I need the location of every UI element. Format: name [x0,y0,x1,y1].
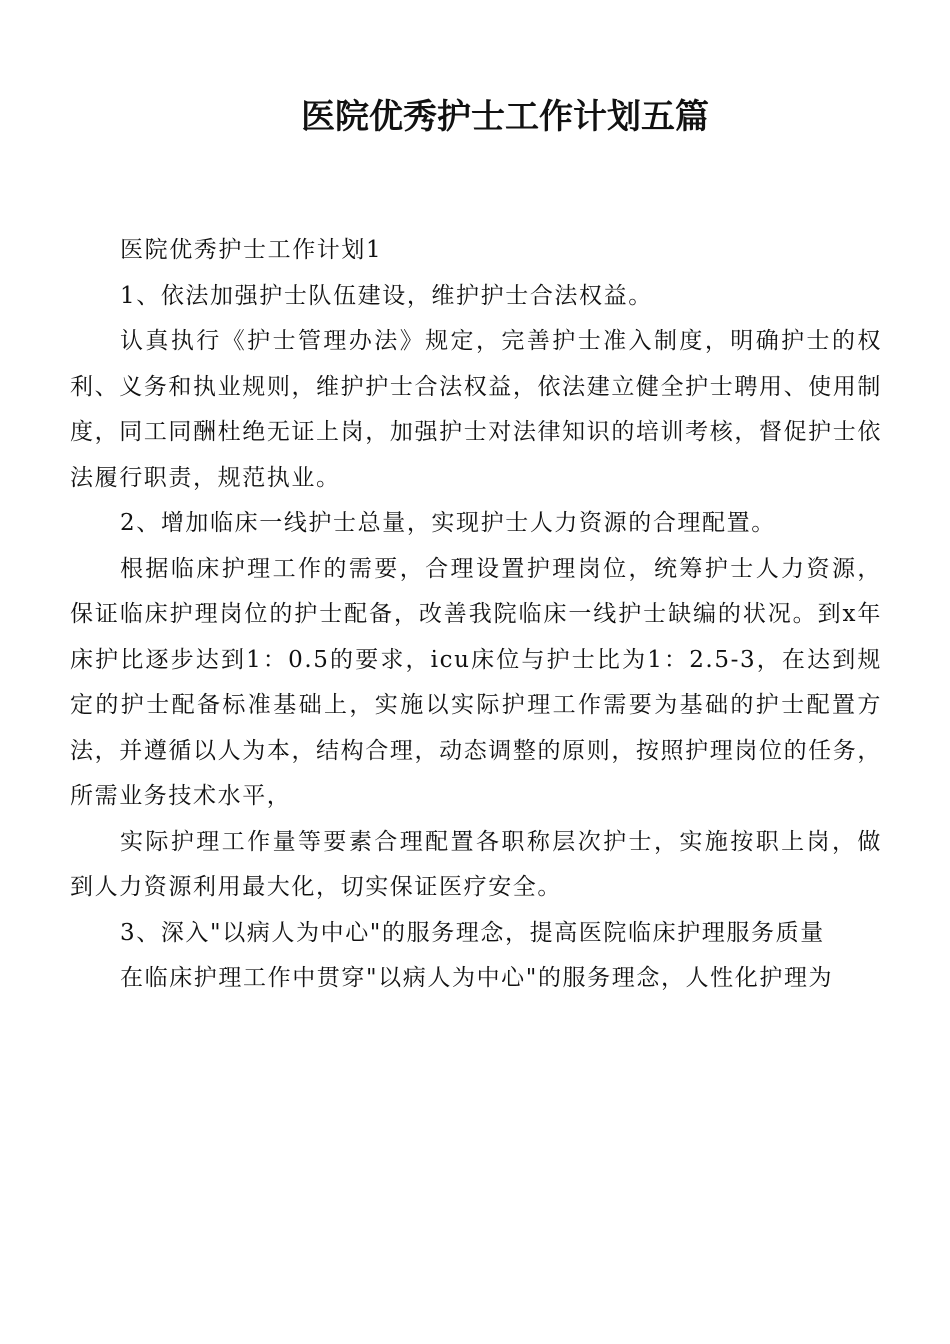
paragraph-section-2-body: 根据临床护理工作的需要，合理设置护理岗位，统筹护士人力资源，保证临床护理岗位的护士配备，改善我院临床一线护士缺编的状况。到x年床护比逐步达到1：0.5的要求，icu床位与护士比为1：2.5-3，在达到规定的护士配备标准基础上，实施以实际护理工作需要为基础的护士配置方法，并遵循以人为本，结构合理，动态调整的原则，按照护理岗位的任务，所需业务技术水平， [70,555,882,809]
document-title-text: 医院优秀护士工作计划五篇 [301,97,709,137]
paragraph-plan-heading: 医院优秀护士工作计划1 [120,237,383,263]
document-body [70,228,882,1002]
paragraph-section-3-body: 在临床护理工作中贯穿"以病人为中心"的服务理念，人性化护理为 [120,965,834,991]
document-title [0,92,950,142]
paragraph-section-2-heading: 2、增加临床一线护士总量，实现护士人力资源的合理配置。 [120,510,776,536]
paragraph-section-1-body: 认真执行《护士管理办法》规定，完善护士准入制度，明确护士的权利、义务和执业规则，维护护士合法权益，依法建立健全护士聘用、使用制度，同工同酬杜绝无证上岗，加强护士对法律知识的培训考核，督促护士依法履行职责，规范执业。 [70,328,882,491]
paragraph-section-3-heading: 3、深入"以病人为中心"的服务理念，提高医院临床护理服务质量 [120,919,825,946]
paragraph-section-1-heading: 1、依法加强护士队伍建设，维护护士合法权益。 [120,282,653,309]
paragraph-section-2-body-continued: 实际护理工作量等要素合理配置各职称层次护士，实施按职上岗，做到人力资源利用最大化，切实保证医疗安全。 [70,828,882,900]
